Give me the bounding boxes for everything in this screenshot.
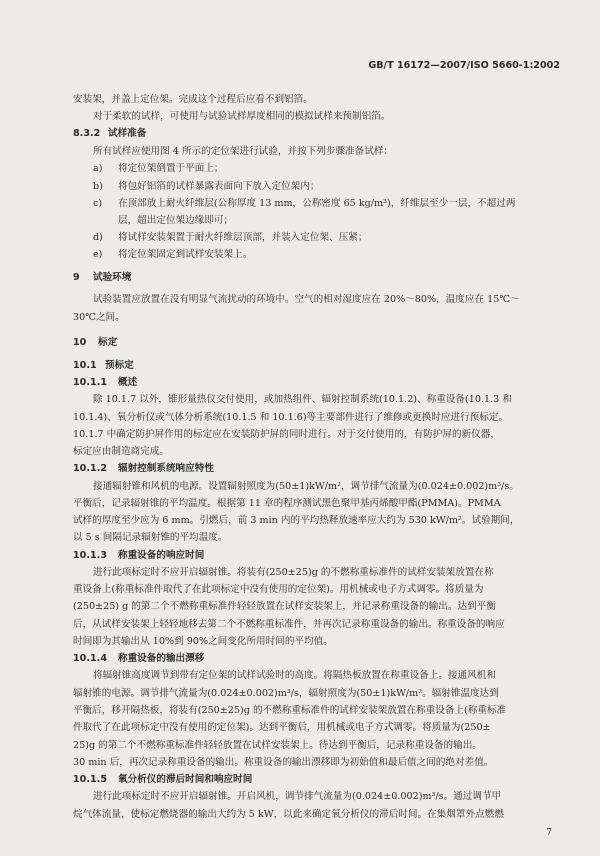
list-marker: a)	[93, 163, 103, 174]
text-line: 将辐射锥高度调节到带有定位架的试样试验时的高度。将隔热板放置在称重设备上。接通风机和	[93, 670, 496, 681]
text-line: 辐射锥的电源。调节排气流量为(0.024±0.002)m³/s，辐射照度为(50±1)kW/m²。辐射锥温度达到	[73, 688, 499, 699]
text-line: 件取代了在此项标定中没有使用的定位架)。达到平衡后，用机械或电子方式调零。将质量为(250±	[73, 722, 491, 733]
text-line: 接通辐射锥和风机的电源。设置辐射照度为(50±1)kW/m²，调节排气流量为(0.024±0.002)m³/s。	[93, 481, 519, 492]
list-text-continued: 层，超出定位架边缘即可；	[118, 215, 234, 226]
text-line: 除 10.1.7 以外，锥形量热仪交付使用，或加热组件、辐射控制系统(10.1.2)、称重设备(10.1.3 和	[93, 394, 512, 405]
list-marker: d)	[93, 232, 103, 243]
section-title: 氧分析仪的滞后时间和响应时间	[118, 774, 253, 785]
text-line: 25)g 的第二个不燃称重标准件轻轻放置在试样安装架上。待达到平衡后，记录称重设备的输出。	[73, 740, 482, 751]
section-number: 9	[73, 272, 80, 283]
section-title: 称重设备的输出漂移	[118, 653, 205, 664]
section-number: 10.1.1	[73, 377, 107, 388]
section-number: 10.1	[73, 360, 97, 371]
section-number: 10.1.5	[73, 774, 107, 785]
text-line: 时间即为其输出从 10%到 90%之间变化所用时间的平均值。	[73, 636, 333, 647]
text-line: 平衡后，移开隔热板，将装有(250±25)g 的不燃称重标准件的试样安装架放置在称重设备上(称重标准	[73, 705, 507, 716]
text-line: 10.1.7 中确定防护屏作用的标定应在安装防护屏的同时进行。对于交付使用的，有防护屏的新仪器，	[73, 429, 500, 440]
text-line: 平衡后，记录辐射锥的平均温度。根据第 11 章的程序测试黑色聚甲基丙烯酸甲酯(PMMA)。PMMA	[73, 498, 501, 509]
text-line: 所有试样应使用图 4 所示的定位架进行试验，并按下列步骤准备试样：	[93, 146, 394, 157]
list-marker: b)	[93, 181, 103, 192]
text-line: 后，从试样安装架上轻轻地移去第二个不燃称重标准件，并再次记录称重设备的输出。称重设备的响应	[73, 619, 505, 630]
section-number: 10.1.2	[73, 463, 107, 474]
list-marker: e)	[93, 249, 103, 260]
list-text: 将定位架固定到试样安装架上。	[118, 249, 253, 260]
text-line: (250±25) g 的第二个不燃称重标准件轻轻放置在试样安装架上，并记录称重设备的输出。达到平衡	[73, 601, 496, 612]
list-marker: c)	[93, 198, 103, 209]
text-line: 30 min 后，再次记录称重设备的输出。称重设备的输出漂移即为初始值和最后值之间的绝对差值。	[73, 757, 494, 768]
section-number: 8.3.2	[73, 128, 101, 139]
text-line: 10.1.4)、氧分析仪或气体分析系统(10.1.5 和 10.1.6)等主要部件进行了维修或更换时应进行预标定。	[73, 412, 509, 423]
text-line: 30℃之间。	[73, 312, 125, 323]
section-title: 概述	[118, 377, 138, 388]
text-line: 进行此项标定时不应开启辐射锥。将装有(250±25)g 的不燃称重标准件的试样安装架放置在称	[93, 567, 494, 578]
section-number: 10.1.4	[73, 653, 107, 664]
text-line: 标定应由制造商完成。	[73, 446, 169, 457]
section-number: 10	[73, 337, 87, 348]
list-text: 在顶部放上耐火纤维层(公称厚度 13 mm，公称密度 65 kg/m³)，纤维层至少一层，不超过两	[118, 198, 516, 209]
text-line: 对于柔软的试样，可使用与试验试样厚度相同的模拟试样来预制铝箔。	[93, 111, 391, 122]
section-title: 辐射控制系统响应特性	[118, 463, 214, 474]
text-line: 重设备上(称重标准件取代了在此项标定中没有使用的定位架)。用机械或电子方式调零。将质量为	[73, 584, 484, 595]
standard-number: GB/T 16172—2007/ISO 5660-1:2002	[368, 60, 560, 71]
section-title: 试样准备	[108, 128, 147, 139]
text-line: 试验装置应放置在没有明显气流扰动的环境中。空气的相对湿度应在 20%～80%，温度应在 15℃～	[93, 294, 520, 305]
list-text: 将定位架倒置于平面上；	[118, 163, 224, 174]
text-line: 安装架，并盖上定位架。完成这个过程后应看不到铝箔。	[73, 94, 313, 105]
section-title: 试验环境	[93, 272, 132, 283]
text-line: 试样的厚度至少应为 6 mm。引燃后，前 3 min 内的平均热释放速率应大约为 530 kW/m²。试验期间，	[73, 515, 520, 526]
section-title: 称重设备的响应时间	[118, 550, 205, 561]
list-text: 将试样安装架置于耐火纤维层顶部，并装入定位架、压紧；	[118, 232, 368, 243]
text-line: 进行此项标定时不应开启辐射锥。开启风机，调节排气流量为(0.024±0.002)m³/s。通过调节甲	[93, 791, 502, 802]
section-title: 标定	[98, 337, 118, 348]
text-line: 以 5 s 间隔记录辐射锥的平均温度。	[73, 532, 228, 543]
text-line: 烷气体流量，使标定燃烧器的输出大约为 5 kW，以此来确定氧分析仪的滞后时间。在集烟罩外点燃燃	[73, 809, 504, 820]
section-title: 预标定	[105, 360, 134, 371]
list-text: 将包好铝箔的试样暴露表面向下放入定位架内；	[118, 181, 320, 192]
section-number: 10.1.3	[73, 550, 107, 561]
page-number: 7	[546, 828, 552, 838]
